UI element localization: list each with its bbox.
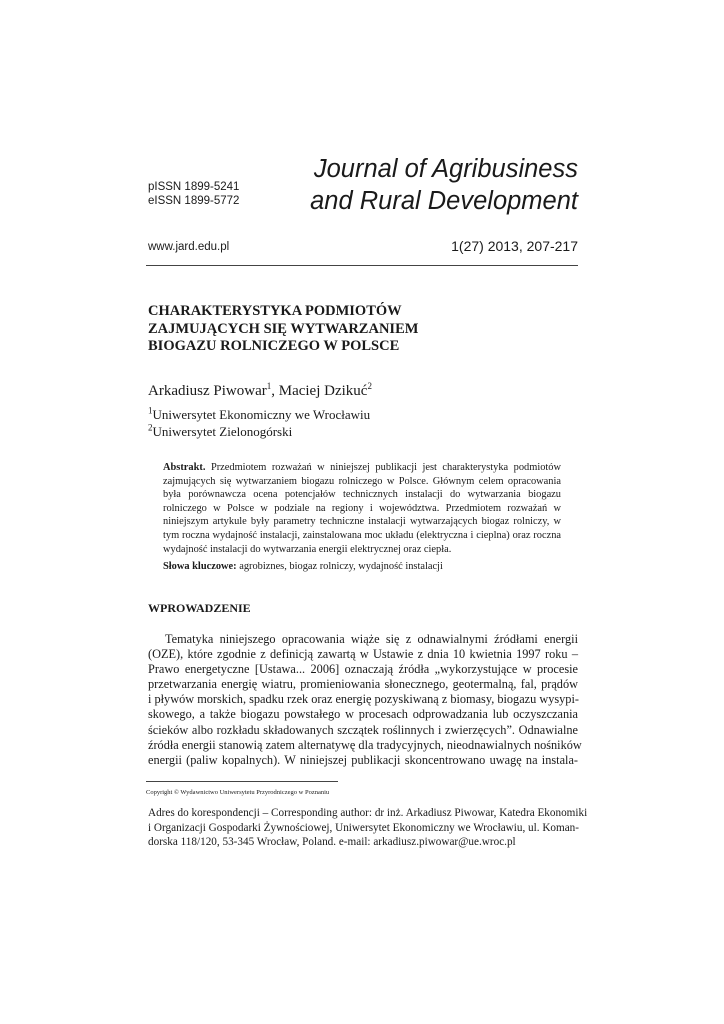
journal-title xyxy=(310,153,578,217)
article-title-line: BIOGAZU ROLNICZEGO W POLSCE xyxy=(148,338,400,354)
keywords xyxy=(163,560,561,574)
body-line: przetwarzania energię wiatru, promieniowania słonecznego, geotermalną, fal, prądów xyxy=(148,677,578,692)
keywords-label: Słowa kluczowe: xyxy=(163,561,237,572)
issn-block xyxy=(148,180,239,208)
journal-title-line-1: Journal of Agribusiness xyxy=(313,155,578,183)
author-name: Maciej Dzikuć xyxy=(278,383,368,399)
author-name: Arkadiusz Piwowar xyxy=(148,383,267,399)
body-line: Tematyka niniejszego opracowania wiąże się z odnawialnymi źródłami energii xyxy=(165,632,578,646)
affiliation-mark: 2 xyxy=(148,422,153,433)
correspondence-line: Adres do korespondencji – Corresponding author: dr inż. Arkadiusz Piwowar, Katedra Ekonomiki xyxy=(148,807,588,819)
abstract-label: Abstrakt. xyxy=(163,462,206,473)
article-title xyxy=(148,303,578,356)
abstract-text: Przedmiotem rozważań w niniejszej publikacji jest charakterystyka podmiotów zajmujących się wytwarzaniem biogazu rolniczego w Polsce. Głównym celem opracowania była porównawcza ocena potencjałów technicznych instalacji do wytwarzania biogazu rolniczego w Polsce w podziale na regiony i województwa. Przedmiotem rozważań w niniejszym artykule były parametry techniczne instalacji wytwarzających biogaz rolniczy, w tym roczna wydajność instalacji, zainstalowana moc układu (elektryczna i cieplna) oraz roczna wydajność instalacji do wytwarzania energii elektrycznej oraz ciepła. xyxy=(163,462,561,555)
header-divider xyxy=(146,265,578,266)
journal-title-line-2: and Rural Development xyxy=(310,187,578,215)
body-line: ścieków albo rozkładu składowanych szczątek roślinnych i zwierzęcych”. Odnawialne xyxy=(148,722,578,737)
keywords-text: agrobiznes, biogaz rolniczy, wydajność instalacji xyxy=(239,561,443,572)
eissn: eISSN 1899-5772 xyxy=(148,195,240,207)
affiliation-mark: 1 xyxy=(266,381,272,391)
article-title-line: ZAJMUJĄCYCH SIĘ WYTWARZANIEM xyxy=(148,320,419,337)
issue-pages: 1(27) 2013, 207-217 xyxy=(451,238,578,254)
affiliation xyxy=(148,423,370,440)
body-paragraph xyxy=(148,632,582,768)
affiliation-mark: 2 xyxy=(367,381,372,391)
body-line: energii (paliw kopalnych). W niniejszej publikacji skoncentrowano uwagę na instala- xyxy=(148,752,578,767)
body-line: źródła energii stanowią zatem alternatywę dla tradycyjnych, nieodnawialnych nośników xyxy=(148,737,582,752)
copyright-notice: Copyright © Wydawnictwo Uniwersytetu Przyrodniczego w Poznaniu xyxy=(146,789,330,796)
correspondence-note xyxy=(148,806,588,850)
affiliation-name: Uniwersytet Ekonomiczny we Wrocławiu xyxy=(152,407,371,422)
affiliations xyxy=(148,406,370,440)
author-list xyxy=(148,383,372,400)
section-heading: WPROWADZENIE xyxy=(148,601,251,615)
body-line: Prawo energetyczne [Ustawa... 2006] oznaczają źródła „wykorzystujące w procesie xyxy=(148,662,578,677)
author-separator: , xyxy=(271,383,279,399)
correspondence-line: dorska 118/120, 53-345 Wrocław, Poland. e-mail: arkadiusz.piwowar@ue.wroc.pl xyxy=(148,836,516,849)
abstract xyxy=(163,461,561,556)
affiliation-mark: 1 xyxy=(148,405,153,416)
article-title-line: CHARAKTERYSTYKA PODMIOTÓW xyxy=(148,303,402,319)
pissn: pISSN 1899-5241 xyxy=(148,181,240,193)
footnote-divider xyxy=(146,781,338,782)
affiliation-name: Uniwersytet Zielonogórski xyxy=(152,424,293,439)
correspondence-line: i Organizacji Gospodarki Żywnościowej, Uniwersytet Ekonomiczny we Wrocławiu, ul. Koman- xyxy=(148,821,579,834)
journal-url: www.jard.edu.pl xyxy=(148,241,230,253)
affiliation xyxy=(148,406,370,423)
body-line: (OZE), które zgodnie z definicją zawartą w Ustawie z dnia 10 kwietnia 1997 roku – xyxy=(148,647,578,662)
body-line: skowego, a także biogazu powstałego w procesach odprowadzania lub oczyszczania xyxy=(148,707,578,722)
body-line: i pływów morskich, spadku rzek oraz energię pozyskiwaną z biomasy, biogazu wysypi- xyxy=(148,692,579,707)
